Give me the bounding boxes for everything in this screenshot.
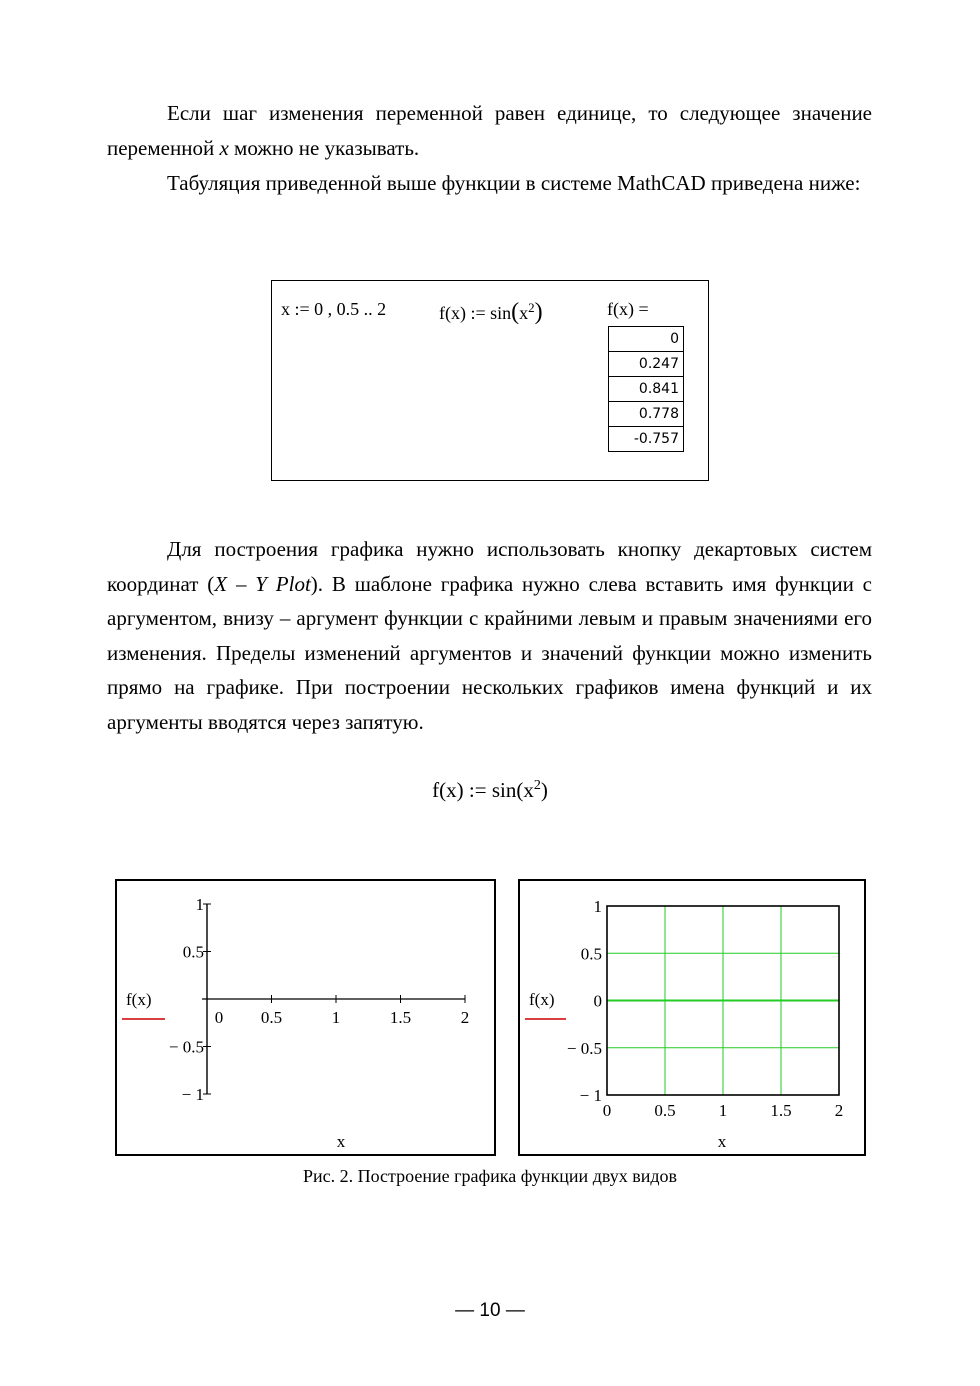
x-tick-label: 1 [331, 1008, 341, 1027]
paragraph-tabulation [107, 166, 872, 201]
formula-prefix: f(x) := sin(x [432, 778, 534, 802]
variable-x: x [219, 135, 229, 160]
y-axis-label: f(x) [126, 990, 152, 1009]
x-tick-label: 0 [602, 1101, 612, 1120]
mathcad-worksheet [271, 280, 709, 481]
formula-suffix: ) [540, 778, 548, 802]
function-definition-arg: x [519, 303, 529, 323]
page-number: — 10 — [455, 1300, 525, 1321]
x-tick-label: 0.5 [260, 1008, 283, 1027]
x-tick-label: 2 [834, 1101, 844, 1120]
paragraph-step [107, 96, 872, 165]
paragraph-plot-part2: ). В шаблоне графика нужно слева вставить имя функции с аргументом, внизу – аргумент функции с крайними левым и правым значениями его изменения. Пределы изменений аргументов и значений функции можно изменить прямо на графике. При построении нескольких графиков имена функций и их аргументы вводятся через запятую. [107, 571, 872, 734]
x-tick-label: 1.5 [770, 1101, 792, 1120]
y-tick-label: 1 [593, 897, 602, 916]
y-tick-label: − 0.5 [566, 1038, 602, 1058]
table-row [609, 402, 684, 427]
y-tick-label: 0 [593, 991, 602, 1011]
y-tick-label: − 0.5 [168, 1037, 204, 1057]
result-cell: 0.841 [609, 377, 684, 402]
y-tick-label: 0.5 [182, 942, 204, 962]
function-definition-prefix: f(x) := sin [439, 303, 512, 323]
plot-boxed-svg [520, 881, 864, 1154]
function-definition-exp: 2 [528, 300, 535, 315]
range-definition: x := 0 , 0.5 .. 2 [281, 299, 387, 319]
result-cell: -0.757 [609, 427, 684, 452]
figure-caption: Рис. 2. Построение графика функции двух видов [302, 1166, 678, 1186]
result-cell: 0.247 [609, 352, 684, 377]
function-definition: f(x) := $\sin(x^2)$ [439, 299, 543, 325]
result-cell: 0.778 [609, 402, 684, 427]
formula-exp: 2 [533, 778, 541, 793]
x-tick-label: 1 [718, 1101, 728, 1120]
table-row [609, 427, 684, 452]
result-cell: 0 [609, 327, 684, 352]
y-tick-label: 0.5 [580, 944, 602, 964]
paragraph-plot-italic: X – Y Plot [214, 571, 311, 596]
plot-crossed-axes [115, 879, 496, 1156]
function-formula [0, 778, 980, 803]
paragraph-tabulation-text: Табуляция приведенной выше функции в системе MathCAD приведена ниже: [167, 171, 861, 195]
x-tick-label: 1.5 [389, 1008, 412, 1027]
plot-boxed-content [525, 897, 843, 1151]
plot-crossed-svg [117, 881, 494, 1154]
paragraph-plot [107, 532, 872, 739]
plot-boxed-grid [518, 879, 866, 1156]
y-axis-label: f(x) [529, 990, 555, 1009]
table-row [609, 352, 684, 377]
y-tick-label: 1 [195, 895, 204, 914]
paragraph-plot-part1: Для построения графика нужно использовать кнопку декартовых систем координат ( [107, 537, 872, 596]
y-tick-label: − 1 [181, 1085, 204, 1104]
table-row [609, 377, 684, 402]
evaluation-label: f(x) = [607, 299, 649, 319]
x-tick-label: 2 [460, 1008, 470, 1027]
x-axis-label: x [336, 1132, 346, 1151]
x-axis-label: x [717, 1132, 727, 1151]
paragraph-step-tail: можно не указывать. [234, 135, 420, 160]
paragraph-step-text: Если шаг изменения переменной равен единице, то следующее значение переменной [107, 101, 872, 160]
x-tick-label: 0 [214, 1008, 224, 1027]
table-row [609, 327, 684, 352]
y-tick-label: − 1 [579, 1086, 602, 1105]
plot-crossed-content [122, 895, 469, 1151]
result-table [608, 326, 684, 452]
x-tick-label: 0.5 [654, 1101, 676, 1120]
